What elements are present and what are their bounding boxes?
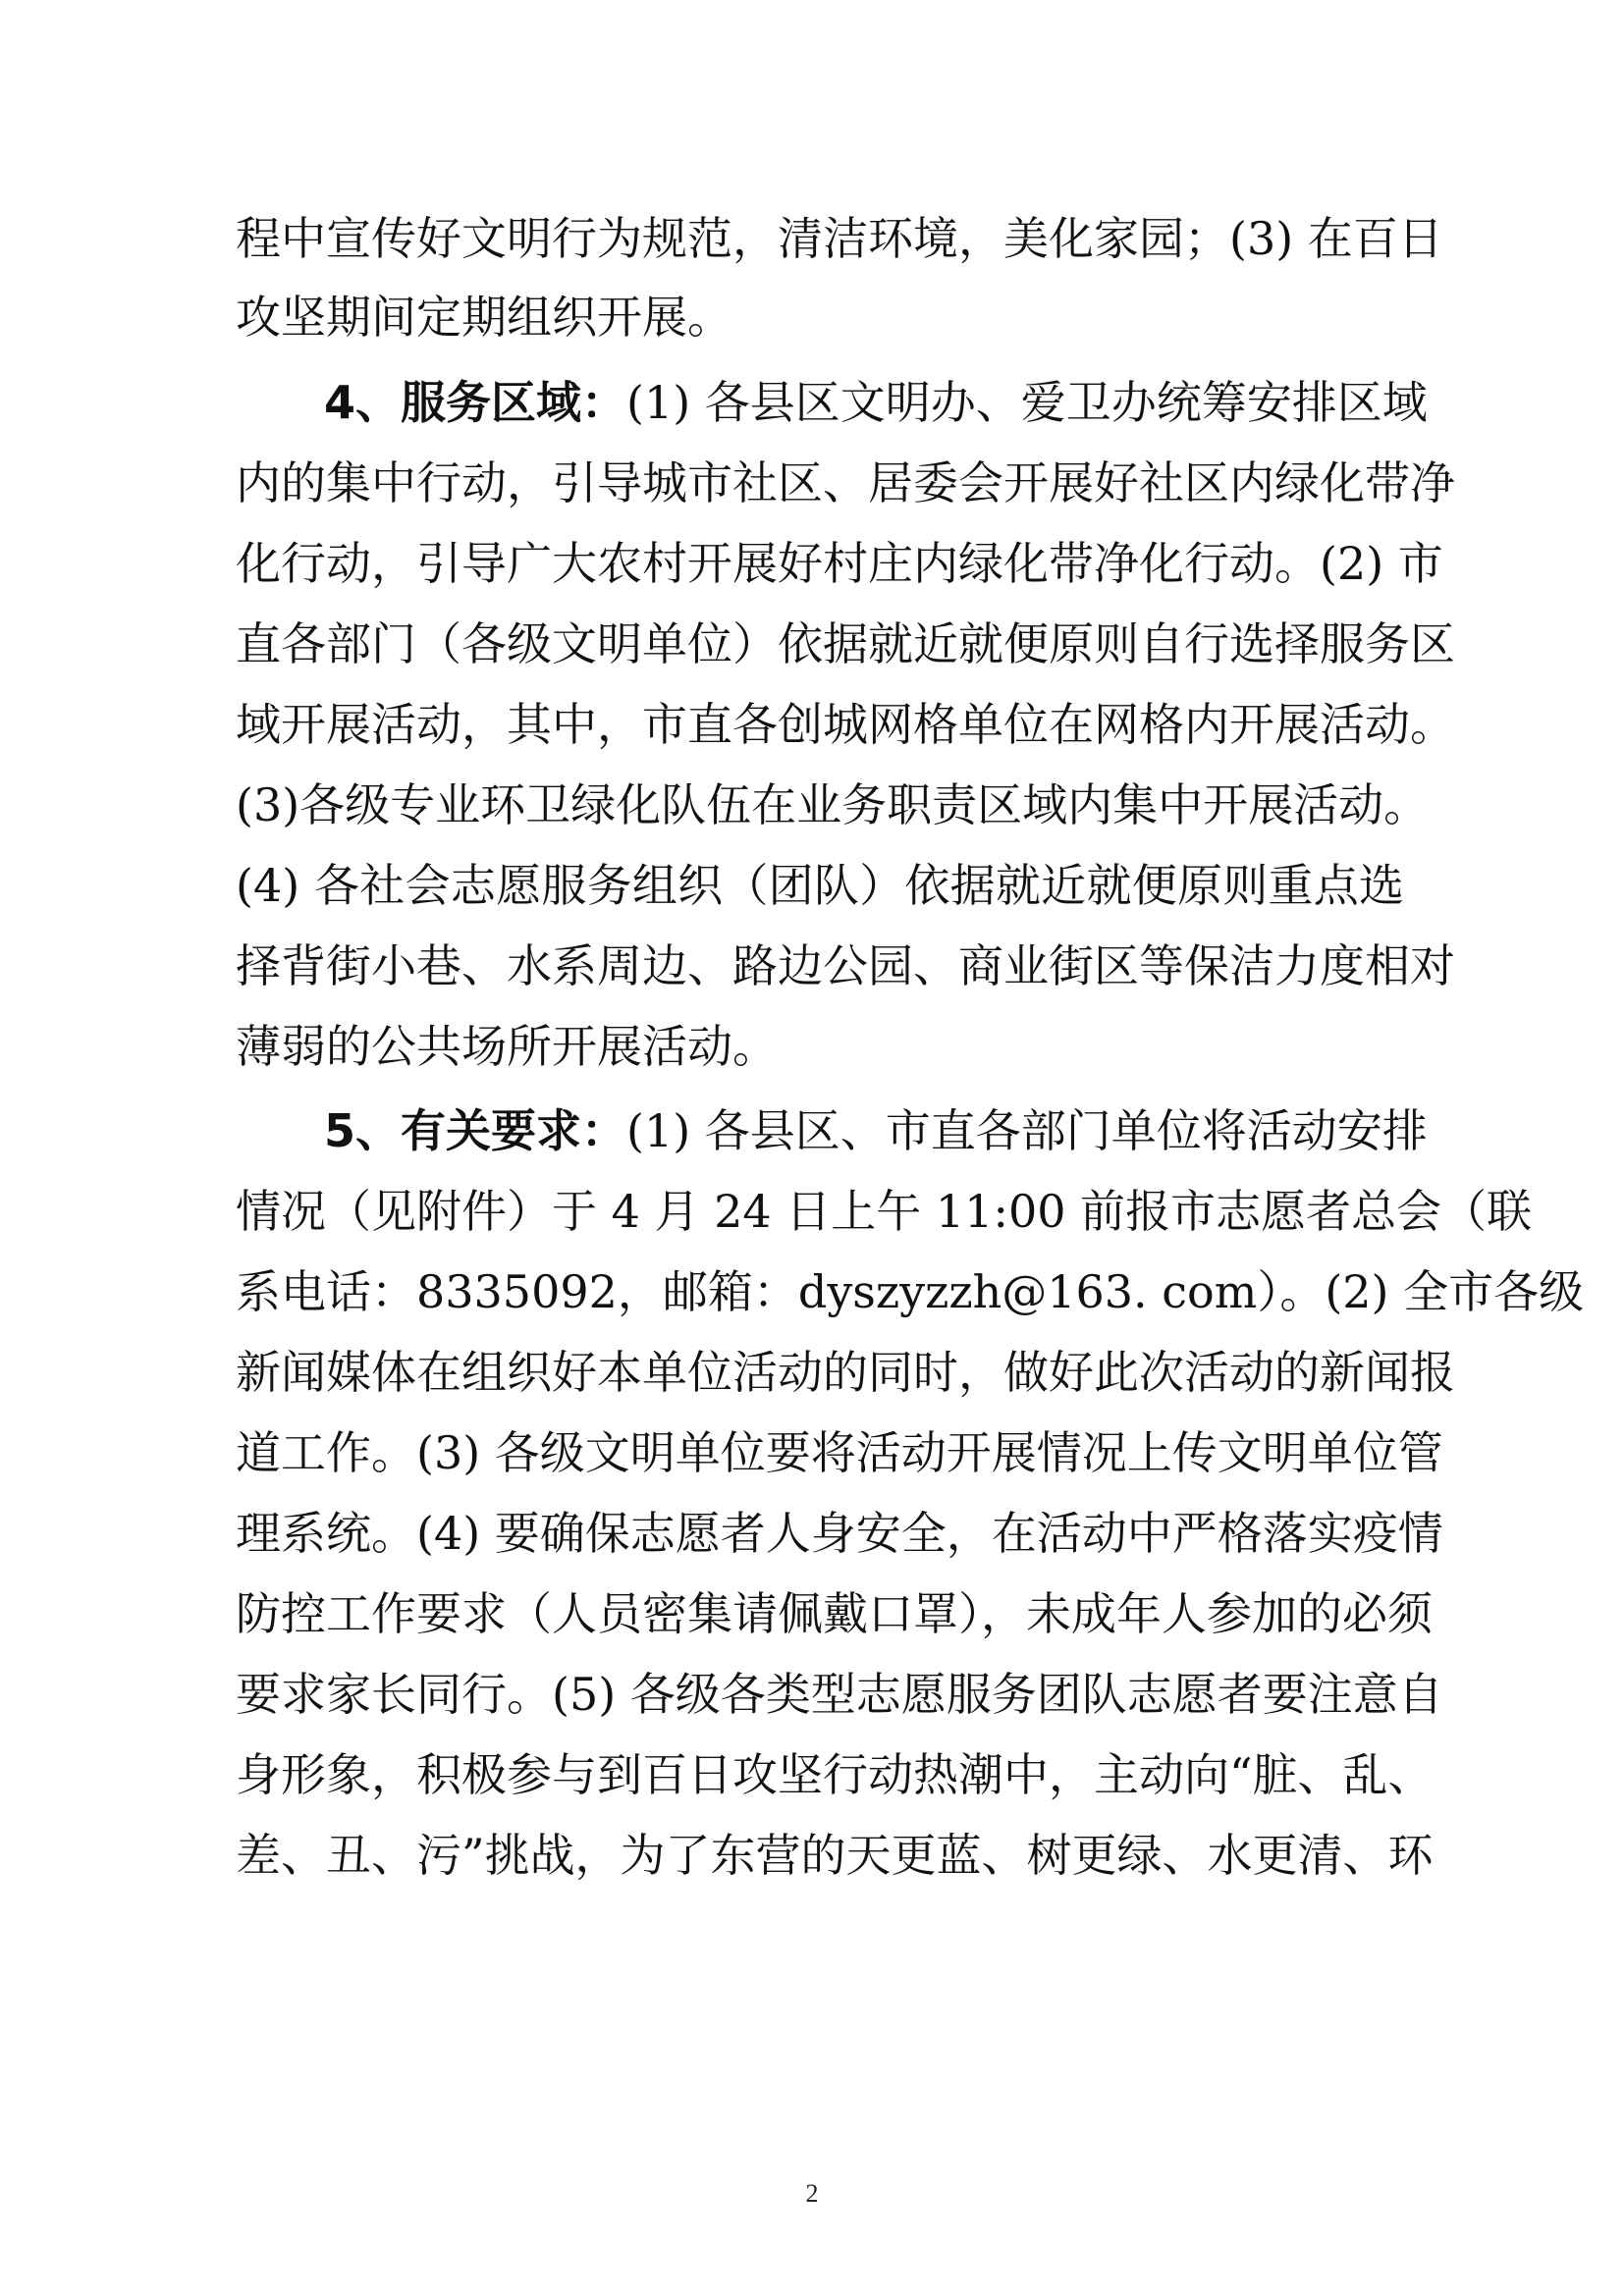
body-line-14: 道工作。(3) 各级文明单位要将活动开展情况上传文明单位管 <box>236 1426 1443 1479</box>
body-line-10: 薄弱的公共场所开展活动。 <box>236 1020 778 1073</box>
section-4-heading: 4、服务区域： <box>324 376 627 429</box>
body-line-11: 情况（见附件）于 4 月 24 日上午 11:00 前报市志愿者总会（联 <box>236 1185 1533 1238</box>
body-line-13: 新闻媒体在组织好本单位活动的同时，做好此次活动的新闻报 <box>236 1346 1455 1399</box>
body-line-15: 理系统。(4) 要确保志愿者人身安全，在活动中严格落实疫情 <box>236 1507 1443 1560</box>
body-line-1: 程中宣传好文明行为规范，清洁环境，美化家园；(3) 在百日 <box>236 212 1443 265</box>
page-number: 2 <box>805 2179 819 2208</box>
body-line-3: 内的集中行动，引导城市社区、居委会开展好社区内绿化带净 <box>236 456 1455 509</box>
body-line-17: 要求家长同行。(5) 各级各类型志愿服务团队志愿者要注意自 <box>236 1668 1443 1721</box>
body-line-16: 防控工作要求（人员密集请佩戴口罩），未成年人参加的必须 <box>236 1587 1433 1640</box>
body-line-8: (4) 各社会志愿服务组织（团队）依据就近就便原则重点选 <box>236 859 1404 912</box>
body-line-4: 化行动，引导广大农村开展好村庄内绿化带净化行动。(2) 市 <box>236 537 1443 590</box>
body-line-9: 择背街小巷、水系周边、路边公园、商业街区等保洁力度相对 <box>236 939 1455 992</box>
body-line-2: 攻坚期间定期组织开展。 <box>236 291 732 344</box>
section-4-first-line <box>324 363 1428 442</box>
section-5-first-text: (1) 各县区、市直各部门单位将活动安排 <box>626 1104 1428 1157</box>
body-line-18: 身形象，积极参与到百日攻坚行动热潮中，主动向“脏、乱、 <box>236 1748 1434 1801</box>
body-line-12: 系电话：8335092，邮箱：dyszyzzh@163. com）。(2) 全市各级 <box>236 1265 1585 1318</box>
body-line-6: 域开展活动，其中，市直各创城网格单位在网格内开展活动。 <box>236 698 1455 751</box>
section-5-heading: 5、有关要求： <box>324 1104 627 1157</box>
body-line-7: (3)各级专业环卫绿化队伍在业务职责区域内集中开展活动。 <box>236 778 1430 831</box>
body-line-19: 差、丑、污”挑战，为了东营的天更蓝、树更绿、水更清、环 <box>236 1829 1434 1882</box>
section-4-first-text: (1) 各县区文明办、爱卫办统筹安排区域 <box>626 376 1428 429</box>
section-5-first-line <box>324 1092 1428 1170</box>
body-line-5: 直各部门（各级文明单位）依据就近就便原则自行选择服务区 <box>236 617 1455 670</box>
